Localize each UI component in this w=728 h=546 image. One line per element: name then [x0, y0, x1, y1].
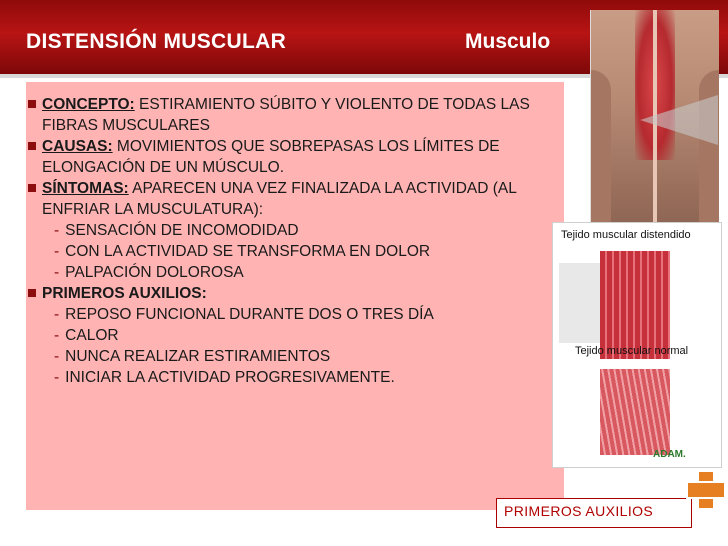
sub-item: [26, 325, 566, 346]
sub-item-text: CALOR: [65, 327, 119, 344]
dash-icon: -: [54, 327, 60, 344]
sub-item-text: PALPACIÓN DOLOROSA: [65, 264, 244, 281]
bullet-square-icon: [28, 100, 36, 108]
bullet-concepto: [26, 94, 566, 136]
label-normal: Tejido muscular normal: [575, 345, 689, 357]
sub-item: [26, 262, 566, 283]
left-arm-shape: [590, 70, 611, 225]
bullet-square-icon: [28, 184, 36, 192]
sub-item: [26, 304, 566, 325]
label-distended: Tejido muscular distendido: [561, 229, 691, 241]
dash-icon: -: [54, 369, 60, 386]
bullet-key: SÍNTOMAS:: [42, 180, 129, 197]
dash-icon: -: [54, 306, 60, 323]
dash-icon: -: [54, 264, 60, 281]
sub-item: [26, 367, 566, 388]
bullet-list: [26, 94, 566, 388]
dash-icon: -: [54, 243, 60, 260]
bullet-key: PRIMEROS AUXILIOS:: [42, 285, 207, 302]
tissue-illustration: [552, 222, 722, 468]
bullet-text: APARECEN UNA VEZ FINALIZADA LA ACTIVIDAD (AL ENFRIAR LA MUSCULATURA):: [42, 180, 517, 218]
sub-item-text: INICIAR LA ACTIVIDAD PROGRESIVAMENTE.: [65, 369, 395, 386]
zoom-cone: [559, 263, 601, 343]
sub-item-text: CON LA ACTIVIDAD SE TRANSFORMA EN DOLOR: [65, 243, 431, 260]
bullet-causas: [26, 136, 566, 178]
bullet-key: CAUSAS:: [42, 138, 113, 155]
sub-item: [26, 346, 566, 367]
bullet-text: ESTIRAMIENTO SÚBITO Y VIOLENTO DE TODAS LAS FIBRAS MUSCULARES: [42, 96, 530, 134]
sub-item-text: NUNCA REALIZAR ESTIRAMIENTOS: [65, 348, 331, 365]
cross-center: [699, 483, 711, 495]
bullet-primeros-auxilios: [26, 283, 566, 304]
first-aid-cross-icon: [684, 468, 724, 508]
sub-item-text: REPOSO FUNCIONAL DURANTE DOS O TRES DÍA: [65, 306, 434, 323]
primeros-auxilios-badge-text: PRIMEROS AUXILIOS: [504, 503, 654, 519]
slide-title: DISTENSIÓN MUSCULAR: [26, 30, 287, 53]
adam-logo: ADAM.: [653, 449, 686, 460]
bullet-key: CONCEPTO:: [42, 96, 135, 113]
dash-icon: -: [54, 222, 60, 239]
dash-icon: -: [54, 348, 60, 365]
bullet-sintomas: [26, 178, 566, 220]
bullet-text: MOVIMIENTOS QUE SOBREPASAS LOS LÍMITES DE ELONGACIÓN DE UN MÚSCULO.: [42, 138, 500, 176]
sub-item: [26, 241, 566, 262]
bullet-square-icon: [28, 289, 36, 297]
slide-subtitle: Musculo: [465, 30, 551, 53]
normal-tissue-image: [600, 369, 670, 455]
bullet-square-icon: [28, 142, 36, 150]
distended-tissue-image: [600, 251, 670, 359]
sub-item: [26, 220, 566, 241]
right-arm-shape: [699, 70, 719, 225]
sub-item-text: SENSACIÓN DE INCOMODIDAD: [65, 222, 299, 239]
